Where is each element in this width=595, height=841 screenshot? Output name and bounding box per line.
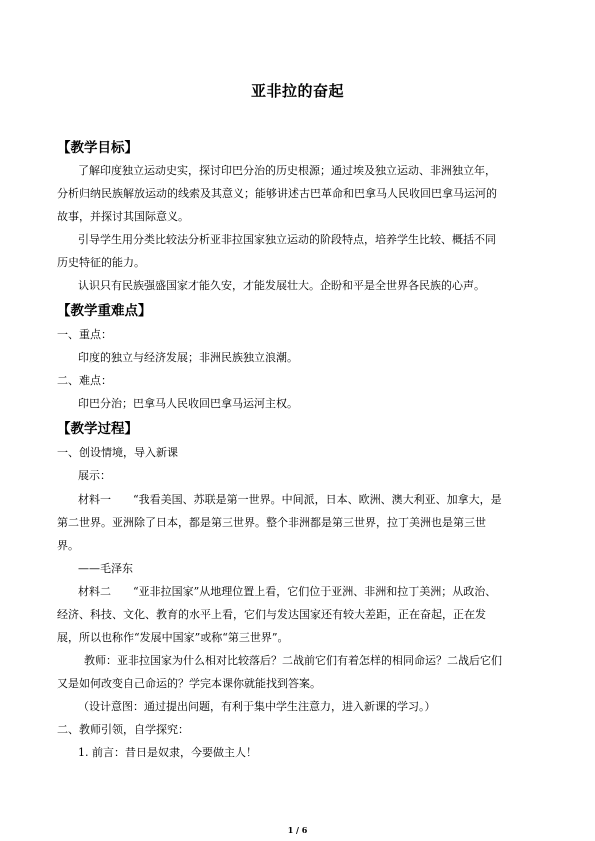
- page-number: 1 / 6: [287, 825, 308, 835]
- goals-paragraph-line: 故事，并探讨其国际意义。: [57, 210, 189, 223]
- material-line: 第二世界。亚洲除了日本，都是第三世界。整个非洲都是第三世界，拉丁美洲也是第三世: [57, 516, 486, 529]
- teacher-question-line: 又是如何改变自己命运的？学完本课你就能找到答案。: [57, 677, 321, 690]
- preface-line: 1. 前言：昔日是奴隶，今要做主人！: [78, 746, 257, 759]
- goals-paragraph-line: 历史特征的能力。: [57, 256, 145, 269]
- section-heading-process: 【教学过程】: [57, 421, 138, 437]
- material-line: 界。: [57, 539, 79, 552]
- design-intent: （设计意图：通过提出问题，有利于集中学生注意力，进入新课的学习。）: [78, 700, 436, 713]
- goals-paragraph-line: 认识只有民族强盛国家才能久安，才能发展壮大。企盼和平是全世界各民族的心声。: [78, 279, 485, 292]
- section-heading-keypoints: 【教学重难点】: [57, 303, 152, 319]
- process-step-heading: 一、创设情境，导入新课: [57, 446, 178, 459]
- difficulty-label: 二、难点：: [57, 374, 112, 387]
- material-line: 材料二 “亚非拉国家”从地理位置上看，它们位于亚洲、非洲和拉丁美洲；从政治、: [78, 585, 497, 598]
- keypoint-text: 印度的独立与经济发展；非洲民族独立浪潮。: [78, 351, 298, 364]
- material-line: 材料一 “我看美国、苏联是第一世界。中间派，日本、欧洲、澳大利亚、加拿大，是: [78, 493, 502, 506]
- difficulty-text: 印巴分治；巴拿马人民收回巴拿马运河主权。: [78, 397, 298, 410]
- process-line: 展示：: [78, 469, 111, 482]
- process-step-heading: 二、教师引领，自学探究：: [57, 723, 189, 736]
- goals-paragraph-line: 分析归纳民族解放运动的线索及其意义；能够讲述古巴革命和巴拿马人民收回巴拿马运河的: [57, 187, 497, 200]
- material-line: 展，所以也称作“发展中国家”或称“第三世界”。: [57, 631, 289, 644]
- goals-paragraph-line: 引导学生用分类比较法分析亚非拉国家独立运动的阶段特点，培养学生比较、概括不同: [78, 233, 496, 246]
- material-line: 经济、科技、文化、教育的水平上看，它们与发达国家还有较大差距，正在奋起，正在发: [57, 608, 486, 621]
- goals-paragraph-line: 了解印度独立运动史实，探讨印巴分治的历史根源；通过埃及独立运动、非洲独立年，: [78, 164, 496, 177]
- document-title: 亚非拉的奋起: [250, 82, 344, 100]
- material-source: ——毛泽东: [78, 562, 133, 575]
- keypoint-label: 一、重点：: [57, 328, 112, 341]
- teacher-question-line: 教师：亚非拉国家为什么相对比较落后？二战前它们有着怎样的相同命运？二战后它们: [84, 654, 502, 667]
- section-heading-goals: 【教学目标】: [57, 140, 138, 156]
